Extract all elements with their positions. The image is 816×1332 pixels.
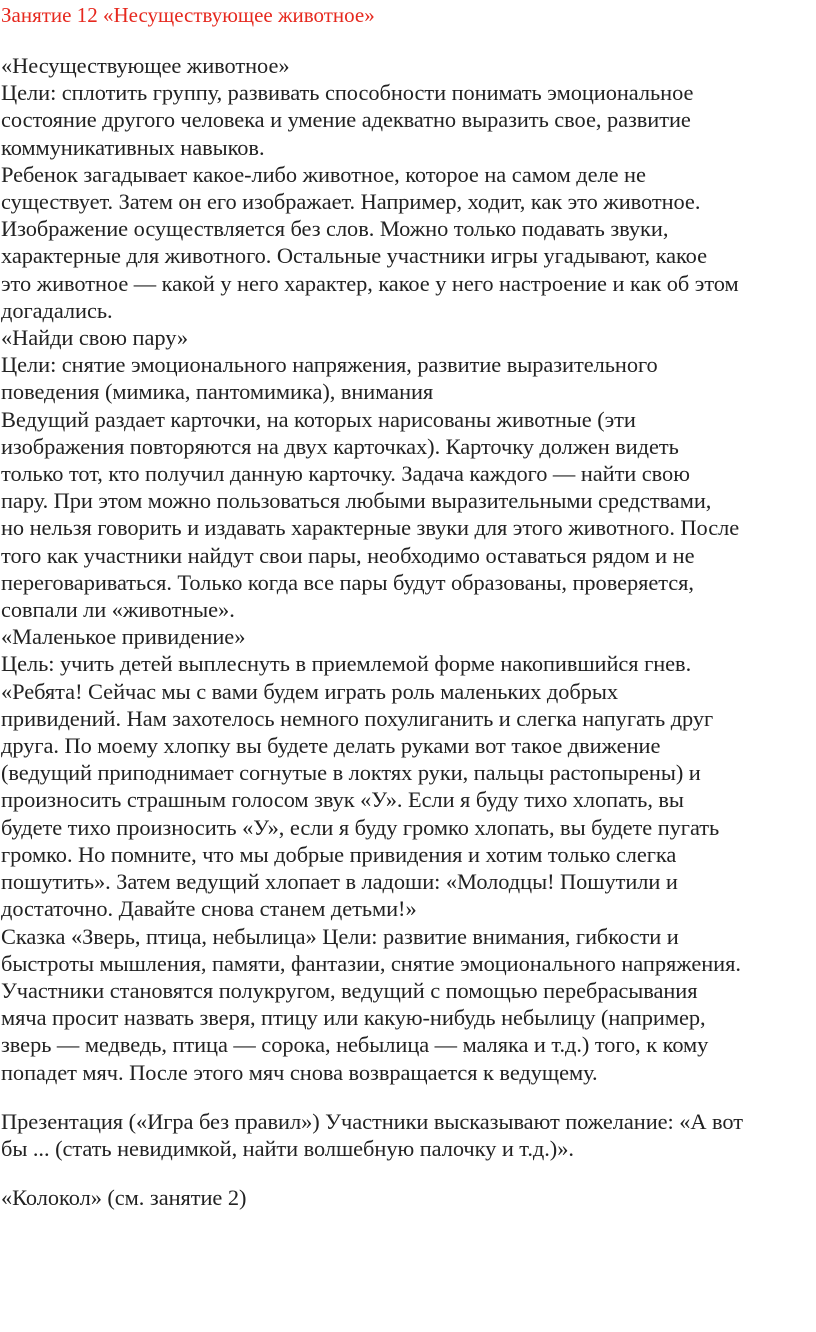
text-line: но нельзя говорить и издавать характерные звуки для этого животного. После: [1, 515, 740, 541]
text-line: произносить страшным голосом звук «У». Если я буду тихо хлопать, вы: [1, 787, 684, 813]
text-block: [1, 1184, 815, 1211]
text-line: попадет мяч. После этого мяч снова возвращается к ведущему.: [1, 1059, 598, 1085]
text-line: бы ... (стать невидимкой, найти волшебную палочку и т.д.)».: [1, 1135, 574, 1161]
text-line: Участники становятся полукругом, ведущий с помощью перебрасывания: [1, 977, 698, 1003]
text-line: друга. По моему хлопку вы будете делать руками вот такое движение: [1, 733, 661, 759]
text-block: [1, 52, 815, 1086]
text-line: Ребенок загадывает какое-либо животное, которое на самом деле не: [1, 161, 646, 187]
text-line: Цели: сплотить группу, развивать способности понимать эмоциональное: [1, 80, 694, 106]
text-line: только тот, кто получил данную карточку. Задача каждого — найти свою: [1, 461, 690, 487]
document-body: [1, 52, 815, 1211]
text-line: Презентация («Игра без правил») Участники высказывают пожелание: «А вот: [1, 1108, 744, 1134]
text-line: быстроты мышления, памяти, фантазии, снятие эмоционального напряжения.: [1, 950, 741, 976]
text-line: переговариваться. Только когда все пары будут образованы, проверяется,: [1, 569, 694, 595]
text-line: достаточно. Давайте снова станем детьми!»: [1, 896, 417, 922]
text-line: пошутить». Затем ведущий хлопает в ладоши: «Молодцы! Пошутили и: [1, 869, 678, 895]
text-line: существует. Затем он его изображает. Например, ходит, как это животное.: [1, 189, 701, 215]
text-line: Цели: снятие эмоционального напряжения, развитие выразительного: [1, 352, 658, 378]
text-line: зверь — медведь, птица — сорока, небылица — маляка и т.д.) того, к кому: [1, 1032, 709, 1058]
text-line: совпали ли «животные».: [1, 597, 235, 623]
text-line: (ведущий приподнимает согнутые в локтях руки, пальцы растопырены) и: [1, 760, 701, 786]
text-line: поведения (мимика, пантомимика), внимания: [1, 379, 434, 405]
text-line: громко. Но помните, что мы добрые привидения и хотим только слегка: [1, 841, 677, 867]
text-line: Изображение осуществляется без слов. Можно только подавать звуки,: [1, 216, 669, 242]
text-line: того как участники найдут свои пары, необходимо оставаться рядом и не: [1, 542, 695, 568]
lesson-title: Занятие 12 «Несуществующее животное»: [1, 3, 375, 27]
text-line: догадались.: [1, 297, 113, 323]
text-line: «Несуществующее животное»: [1, 53, 290, 78]
text-line: будете тихо произносить «У», если я буду громко хлопать, вы будете пугать: [1, 814, 720, 840]
text-line: Ведущий раздает карточки, на которых нарисованы животные (эти: [1, 406, 636, 432]
text-line: Сказка «Зверь, птица, небылица» Цели: развитие внимания, гибкости и: [1, 923, 679, 949]
text-block: [1, 1108, 815, 1162]
text-line: характерные для животного. Остальные участники игры угадывают, какое: [1, 243, 707, 269]
text-line: это животное — какой у него характер, какое у него настроение и как об этом: [1, 270, 739, 296]
text-line: состояние другого человека и умение адекватно выразить свое, развитие: [1, 107, 691, 133]
text-line: пару. При этом можно пользоваться любыми выразительными средствами,: [1, 488, 712, 514]
text-line: привидений. Нам захотелось немного похулиганить и слегка напугать друг: [1, 705, 714, 731]
text-line: «Ребята! Сейчас мы с вами будем играть роль маленьких добрых: [1, 678, 618, 704]
text-line: коммуникативных навыков.: [1, 134, 265, 160]
text-line: «Найди свою пару»: [1, 325, 189, 351]
paragraph-gap: [1, 1086, 815, 1108]
text-line: «Колокол» (см. занятие 2): [1, 1185, 247, 1211]
text-line: Цель: учить детей выплеснуть в приемлемой форме накопившийся гнев.: [1, 651, 692, 677]
paragraph-gap: [1, 1162, 815, 1184]
text-line: «Маленькое привидение»: [1, 624, 246, 650]
text-line: изображения повторяются на двух карточках). Карточку должен видеть: [1, 433, 679, 459]
text-line: мяча просит назвать зверя, птицу или какую-нибудь небылицу (например,: [1, 1005, 706, 1031]
